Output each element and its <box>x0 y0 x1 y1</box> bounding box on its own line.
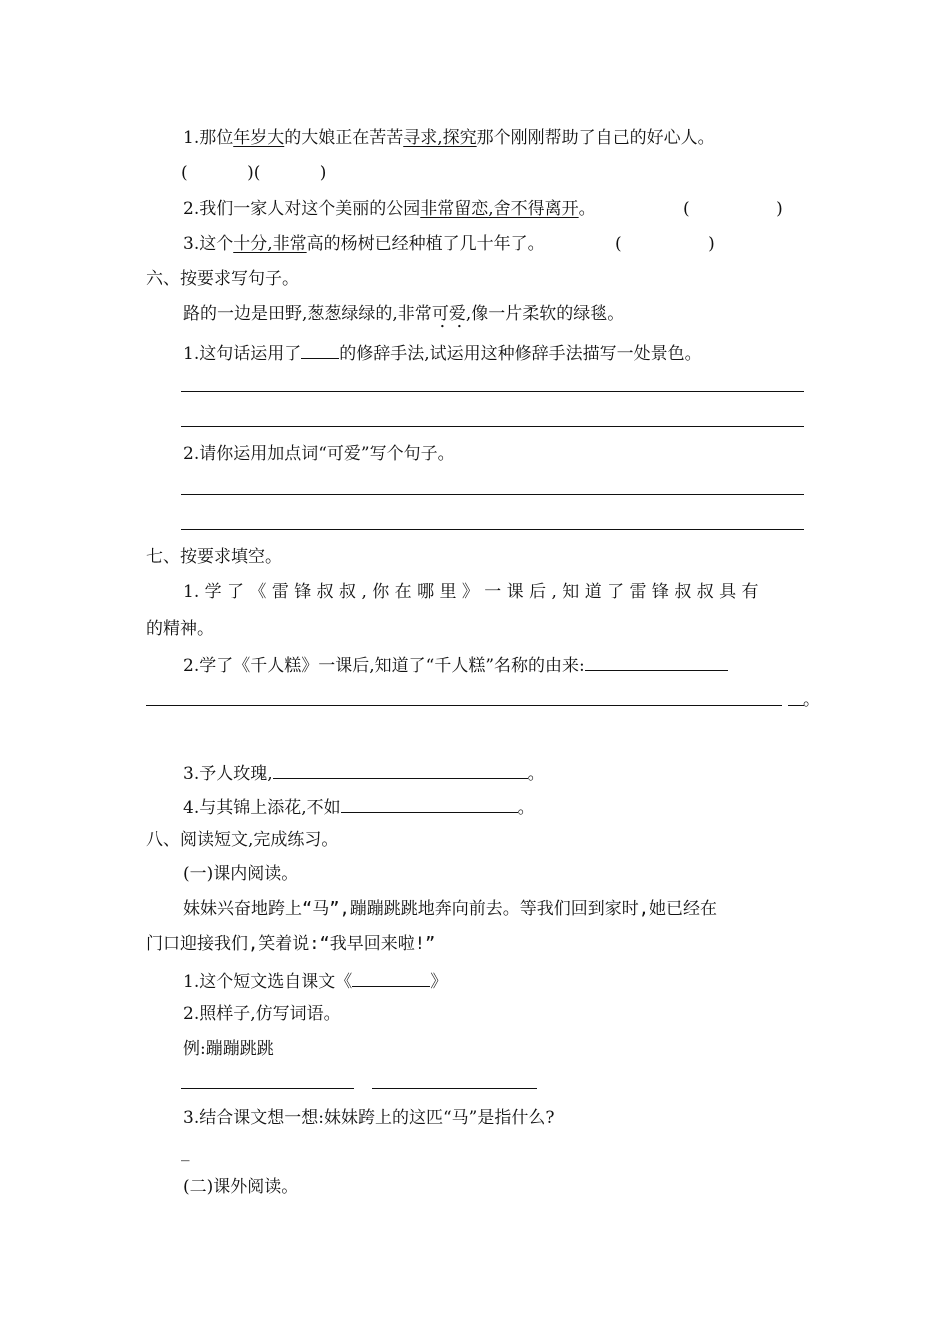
s7-question-2: 2.学了《千人糕》一课后,知道了“千人糕”名称的由来: <box>183 652 728 678</box>
answer-line[interactable] <box>372 1088 537 1089</box>
underlined-word: 十分,非常 <box>233 234 307 254</box>
period: 。 <box>803 690 820 710</box>
s7-question-1: 1. 学 了 《 雷 锋 叔 叔 , 你 在 哪 里 》 一 课 后 , 知 道 了 雷 锋 叔 叔 具 有 <box>183 582 759 602</box>
s6-question-2: 2.请你运用加点词“可爱”写个句子。 <box>183 444 455 464</box>
s7-question-1-cont: 的精神。 <box>146 619 214 639</box>
fill-blank[interactable] <box>273 760 528 779</box>
part-1-heading: (一)课内阅读。 <box>183 864 299 884</box>
s6-question-1: 1.这句话运用了 的修辞手法,试运用这种修辞手法描写一处景色。 <box>183 340 702 366</box>
answer-line[interactable] <box>788 705 804 706</box>
fill-blank[interactable] <box>352 968 430 987</box>
section-8-heading: 八、阅读短文,完成练习。 <box>146 830 339 850</box>
fill-blank[interactable] <box>301 340 339 359</box>
answer-line[interactable] <box>181 1088 354 1089</box>
underlined-word: 非常留恋,舍不得离开 <box>420 199 579 219</box>
example-word: 例:蹦蹦跳跳 <box>183 1039 274 1059</box>
answer-line[interactable] <box>181 426 804 427</box>
dotted-char: 爱 <box>448 304 466 324</box>
answer-line[interactable] <box>181 391 804 392</box>
answer-line[interactable] <box>146 705 782 706</box>
s8-question-3: 3.结合课文想一想:妹妹跨上的这匹“马”是指什么? <box>183 1108 555 1128</box>
s8-question-2: 2.照样子,仿写词语。 <box>183 1004 341 1024</box>
answer-parentheses[interactable]: ( )( ) <box>181 163 327 183</box>
dotted-char: 可 <box>431 304 449 324</box>
s7-question-4: 4.与其锦上添花,不如 。 <box>183 794 535 820</box>
part-2-heading: (二)课外阅读。 <box>183 1177 299 1197</box>
answer-parentheses[interactable]: ( ) <box>615 234 715 254</box>
answer-line[interactable] <box>181 529 804 530</box>
s5-question-2: 2.我们一家人对这个美丽的公园非常留恋,舍不得离开。 <box>183 199 596 219</box>
passage-line-2: 门口迎接我们,笑着说:“我早回来啦!” <box>146 934 436 954</box>
underlined-word: 年岁大 <box>233 128 285 148</box>
answer-line[interactable] <box>181 494 804 495</box>
section-7-heading: 七、按要求填空。 <box>146 547 282 567</box>
s7-question-3: 3.予人玫瑰, 。 <box>183 760 545 786</box>
answer-parentheses[interactable]: ( ) <box>683 199 783 219</box>
s8-question-1: 1.这个短文选自课文《 》 <box>183 968 447 994</box>
fill-blank[interactable] <box>585 652 728 671</box>
section-6-heading: 六、按要求写句子。 <box>146 269 299 289</box>
s6-sentence: 路的一边是田野,葱葱绿绿的,非常可爱,像一片柔软的绿毯。 <box>183 304 625 324</box>
fill-blank[interactable] <box>341 794 518 813</box>
answer-mark[interactable]: _ <box>181 1142 190 1162</box>
s5-question-3: 3.这个十分,非常高的杨树已经种植了几十年了。 <box>183 234 545 254</box>
s5-question-1: 1.那位年岁大的大娘正在苦苦寻求,探究那个刚刚帮助了自己的好心人。 <box>183 128 715 148</box>
underlined-word: 寻求,探究 <box>403 128 477 148</box>
passage-line-1: 妹妹兴奋地跨上“马”,蹦蹦跳跳地奔向前去。等我们回到家时,她已经在 <box>183 899 717 919</box>
